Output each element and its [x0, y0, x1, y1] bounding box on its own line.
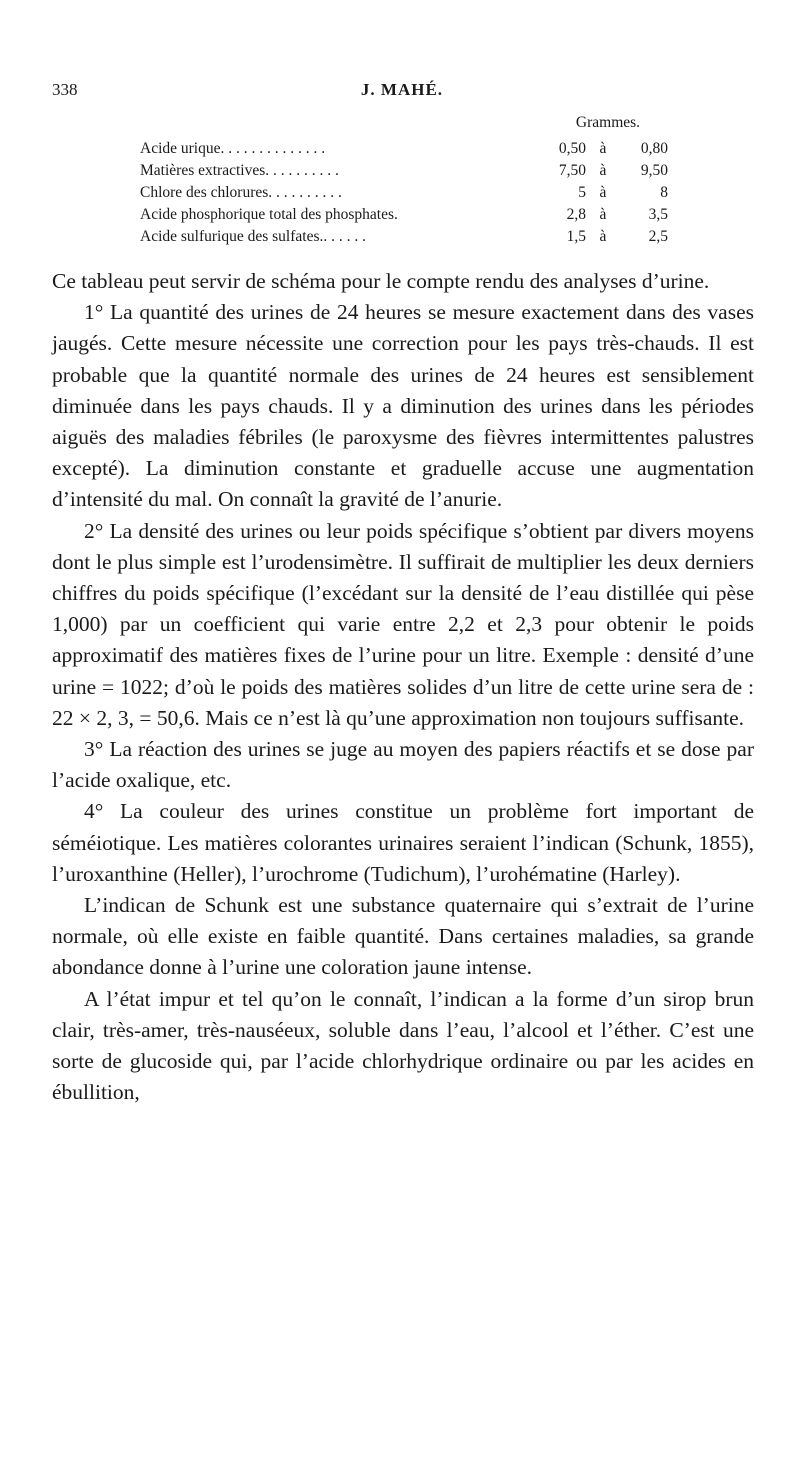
row-separator: à [599, 228, 607, 245]
row-min-value: 7,50 [558, 162, 586, 179]
row-max-value: 3,5 [648, 206, 668, 223]
paragraph-density: 2° La densité des urines ou leur poids spécifique s’obtient par divers moyens dont le plus simple est l’urodensimètre. Il suffirait de multiplier les deux derniers chiffres du poids spécifique (l’excédant sur la densité de l’eau distillée qui pèse 1,000) par un coefficient qui varie entre 2,2 et 2,3 pour obtenir le poids approximatif des matières fixes de l’urine pour un litre. Exemple : densité d’une urine = 1022; d’où le poids des matières solides d’un litre de cette urine sera de : 22 × 2, 3, = 50,6. Mais ce n’est là qu’une approximation non toujours suffisante. [52, 518, 754, 730]
row-label: Matières extractives. . . . . . . . . . [140, 162, 339, 179]
paragraph-intro: Ce tableau peut servir de schéma pour le compte rendu des analyses d’urine. [52, 269, 710, 293]
row-max-value: 8 [660, 184, 668, 201]
row-min-value: 2,8 [566, 206, 586, 223]
row-separator: à [599, 184, 607, 201]
paragraph-reaction: 3° La réaction des urines se juge au moyen des papiers réactifs et se dose par l’acide oxalique, etc. [52, 737, 754, 793]
paragraph-indican: L’indican de Schunk est une substance quaternaire qui s’extrait de l’urine normale, où elle existe en faible quantité. Dans certaines maladies, sa grande abondance donne à l’urine une coloration jaune intense. [52, 893, 754, 980]
row-max-value: 0,80 [640, 140, 668, 157]
table-row [140, 162, 670, 184]
row-separator: à [599, 140, 607, 157]
row-max-value: 2,5 [648, 228, 668, 245]
table-row [140, 184, 670, 206]
row-max-value: 9,50 [640, 162, 668, 179]
row-min-value: 0,50 [558, 140, 586, 157]
row-separator: à [599, 162, 607, 179]
row-label: Acide sulfurique des sulfates.. . . . . . [140, 228, 366, 245]
table-unit-header: Grammes. [575, 114, 641, 131]
table-row [140, 228, 670, 250]
row-min-value: 1,5 [566, 228, 586, 245]
row-label: Chlore des chlorures. . . . . . . . . . [140, 184, 342, 201]
body-text [52, 266, 754, 1108]
row-min-value: 5 [578, 184, 586, 201]
paragraph-color: 4° La couleur des urines constitue un problème fort important de séméiotique. Les matières colorantes urinaires seraient l’indican (Schunk, 1855), l’uroxanthine (Heller), l’urochrome (Tudichum), l’urohématine (Harley). [52, 799, 754, 886]
table-row [140, 206, 670, 228]
page-header [52, 80, 752, 104]
table-row [140, 140, 670, 162]
row-label: Acide urique. . . . . . . . . . . . . . [140, 140, 326, 157]
paragraph-quantity: 1° La quantité des urines de 24 heures se mesure exactement dans des vases jaugés. Cette mesure nécessite une correction pour les pays très-chauds. Il est probable que la quantité normale des urines de 24 heures est sensiblement diminuée dans les pays chauds. Il y a diminution des urines dans les périodes aiguës des maladies fébriles (le paroxysme des fièvres intermittentes palustres excepté). La diminution constante et graduelle accuse une augmentation d’intensité du mal. On connaît la gravité de l’anurie. [52, 300, 754, 512]
row-label: Acide phosphorique total des phosphates. [140, 206, 398, 223]
running-head: J. MAHÉ. [360, 80, 444, 99]
row-separator: à [599, 206, 607, 223]
page-number: 338 [52, 80, 78, 99]
paragraph-indican-properties: A l’état impur et tel qu’on le connaît, l’indican a la forme d’un sirop brun clair, très-amer, très-nauséeux, soluble dans l’eau, l’alcool et l’éther. C’est une sorte de glucoside qui, par l’acide chlorhydrique ordinaire ou par les acides en ébullition, [52, 986, 754, 1105]
